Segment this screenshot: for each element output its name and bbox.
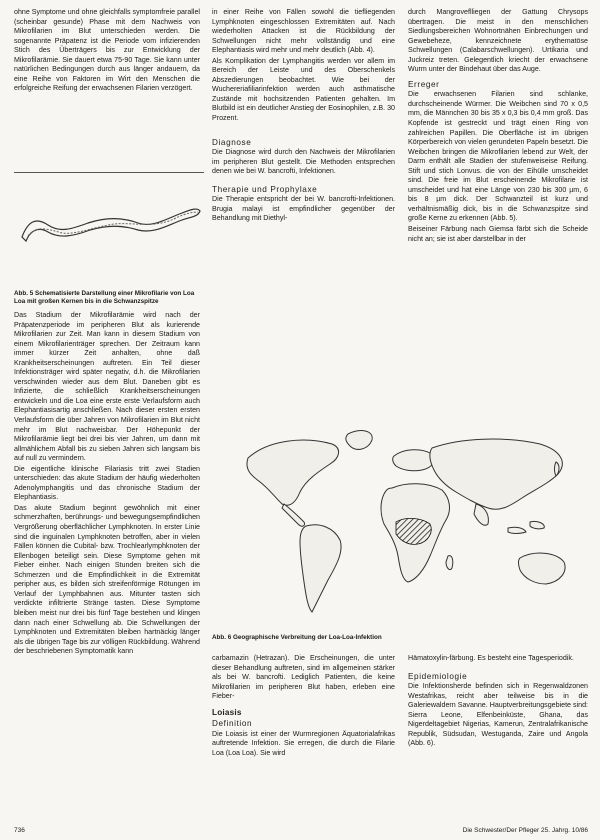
page-number: 736 bbox=[14, 827, 25, 834]
figure-microfilaria bbox=[14, 172, 204, 273]
world-map-illustration bbox=[208, 418, 592, 630]
heading-definition: Definition bbox=[212, 719, 253, 729]
heading-epidemiologie: Epidemiologie bbox=[408, 671, 468, 681]
paragraph: in einer Reihe von Fällen sowohl die tiefliegenden Lymphknoten eingeschlossen Extremitäten auf. Nach wiederholten Attacken ist die Rückbildung der Schwellungen nicht mehr vollständig und eine Elephantiasis wird mehr und mehr deutlich (Abb. 4). bbox=[212, 8, 395, 55]
microfilaria-illustration bbox=[14, 173, 204, 273]
column-2-top bbox=[212, 8, 395, 225]
lower-column-1 bbox=[212, 654, 395, 759]
paragraph: Beiseiner Färbung nach Giemsa färbt sich die Scheide nicht an; sie ist aber darstellbar in der bbox=[408, 225, 588, 243]
paragraph: Die Therapie entspricht der bei W. bancrofti-Infektionen. Brugia malayi ist empfindlicher gegenüber der Behandlung mit Diethyl- bbox=[212, 195, 395, 223]
heading-therapie: Therapie und Prophylaxe bbox=[212, 184, 318, 194]
paragraph: Die erwachsenen Filarien sind schlanke, durchscheinende Würmer. Die Weibchen sind 70 x 0,5 mm, die Männchen 30 bis 35 x 0,3 bis 0,4 mm groß. Das Kopfende ist gestreckt und trägt einen Ring von zahlreichen Papillen. Die Oberfläche ist im übrigen Körperbereich von vielen gerundeten Papeln besetzt. Die Weibchen bringen die Mikrofilarien lebend zur Welt, der Darm enthält alle Stadien der stufenweiseise Reifung. Stift und stich Lonvus. die von der Eihülle umscheidet sind. Die freie im Blut erscheinende Mikrofilarie ist umscheidet und hat eine Länge von 230 bis 300 µm, 6 bis 8 µm dick. Der Schwanzteil ist kurz und verhältnismäßig dick, bis in die Schwanzspitze sind große Kerne zu erkennen (Abb. 5). bbox=[408, 90, 588, 223]
paragraph: Die Infektionsherde befinden sich in Regenwaldzonen Westafrikas, reicht aber teilweise bis in die Galeriewaldern Savanne. Hauptverbreitungsgebiete sind: Sierra Leone, Elfenbeinküste, Ghana, das Nigerdeltagebiet Nigerias, Kamerun, Zentralafrikanische Republik, Südsudan, Westuganda, Zaire und Angola (Abb. 6). bbox=[408, 682, 588, 748]
paragraph: durch Mangroveflliegen der Gattung Chrysops übertragen. Die meist in den menschlichen Siedlungsbereichen Wohnortnähen Einbrechungen und Gewebeheze, kennzeichnete erythematöse Schwellungen (Calabarschwellungen). Urtikaria und Juckreiz treten. Gelegentlich kriecht der erwachsene Wurm unter der Bindehaut über das Auge. bbox=[408, 8, 588, 74]
heading-loiasis: Loiasis bbox=[212, 707, 242, 717]
figure-world-map bbox=[208, 418, 592, 630]
journal-footer: Die Schwester/Der Pfleger 25. Jahrg. 10/86 bbox=[462, 827, 588, 834]
paragraph: Die Diagnose wird durch den Nachweis der Mikrofilarien im peripheren Blut gestellt. Die Methoden entsprechen denen wie bei W. bancrofti, Infektionen. bbox=[212, 148, 395, 176]
paragraph: Das akute Stadium beginnt gewöhnlich mit einer schmerzhaften, berührungs- und bewegungsempfindlichen Vergrößerung oberflächlicher Lymphknoten. In erster Linie sind die inguinalen Lymphknoten betroffen, aber in vielen Fällen können die Cubital- bzw. Trochlearlymphknoten der Ellenbogen beteiligt sein. Diese Symptome gehen mit Fieber einher. Nach einigen Stunden breiten sich die Schmerzen und die Empfindlichkeit in die Extremität peripher aus, es bilden sich streifenförmige Rötungen im Verlauf der Lymphbahnen aus. Mitunter tasten sich verdickte infiltrierte Stränge tasten. Diese Symptome bleiben meist nur drei bis fünf Tage bestehen und klingen dann nach einer Schwellung ab. Die Schwellungen der Lymphknoten und Extremitäten bleiben hartnäckig länger als die übrigen Tage bis zur völligen Rückbildung. Während der beschriebenen Symptomatik kann bbox=[14, 503, 200, 656]
paragraph: Das Stadium der Mikrofilarämie wird nach der Präpatenzperiode im peripheren Blut als kurierende Mikrofilarien zur Zeit. Man kann in diesem Stadium von einem Mikrofilarienträger sprechen. Der Zeitraum kann immer kürzer Zeit anhalten, ohne daß Krankheitserscheinungen auftreten. Ein Teil dieser Infektionsträger wird später negativ, d.h. die Mikrofilarien verschwinden wieder aus dem Blut. Daneben gibt es Infizierte, die schließlich Krankheitserscheinungen entwickeln und die Loa eine erste erste Verlaufsform auch Elephantiasisartig anschließen. Nach dieser ersten ersten Verlaufsform die über Jahren von Mikrofilarien im Blut nicht mehr im Blut nachweisbar. Der Höhepunkt der Mikrofilarämie liegt bei drei bis vier Jahren, um dann mit allmählichem Abfall bis zu sieben Jahren sich langsam bis auf null zu vermindern. bbox=[14, 311, 200, 463]
figure-6-caption: Abb. 6 Geographische Verbreitung der Loa-Loa-Infektion bbox=[212, 634, 382, 641]
paragraph: Hämatoxylin-färbung. Es besteht eine Tagesperiodik. bbox=[408, 654, 574, 662]
column-1-top bbox=[14, 8, 200, 95]
paragraph: ohne Symptome und ohne gleichfalls symptomfreie parallel (scheinbar gesunde) Phase mit dem Nachweis von Mikrofilarien im Blut unterschieden werden. Die sogenannte Präpatenz ist die Periode vom infizierenden Stich des Überträgers bis zur Entwicklung der Mikrofilarämie. Sie dauert etwa 75-90 Tage. Sie kann unter natürlichen Bedingungen durch aus länger andauern, da eine Reihe von Faktoren im Wirt den Menschen die erfolgreiche Reifung der erwachsenen Filarien verzögert. bbox=[14, 8, 200, 93]
paragraph: Die Loiasis ist einer der Wurmregionen Äquatorialafrikas auftretende Infektion. Sie erregen, die durch die Filarie Loa (Loa Loa). Sie wird bbox=[212, 729, 395, 757]
column-3-top bbox=[408, 8, 588, 245]
paragraph: carbamazin (Hetrazan). Die Erscheinungen, die unter dieser Behandlung auftreten, sind im allgemeinen stärker als bei W. bancrofti. Lediglich Patienten, die keine Mikrofilarien im peripheren Blut haben, erleben eine Fieber- bbox=[212, 654, 395, 701]
heading-diagnose: Diagnose bbox=[212, 137, 252, 147]
paragraph: Die eigentliche klinische Filariasis tritt zwei Stadien unterschieden: das akute Stadium der häufig wiederholten Adenolymphangitis und das chronische Stadium der Elephantiasis. bbox=[14, 464, 200, 502]
column-1-bottom bbox=[14, 311, 200, 658]
paragraph: Als Komplikation der Lymphangitis werden vor allem im Bereich der Leiste und des Oberschenkels Abszedierungen beobachtet. Wie bei der Wuchereriafiliarinfektion werden auch asthmatische Zustände mit hochsitzenden Patienten gehalten. Im Blutbild ist ein deutlicher Anstieg der Eosinophilen, z.B. 30 Prozent. bbox=[212, 56, 395, 123]
figure-5-caption: Abb. 5 Schematisierte Darstellung einer Mikrofilarie von Loa Loa mit großen Kernen bis in die Schwanzspitze bbox=[14, 290, 195, 305]
lower-column-2 bbox=[408, 654, 588, 750]
heading-erreger: Erreger bbox=[408, 79, 440, 89]
